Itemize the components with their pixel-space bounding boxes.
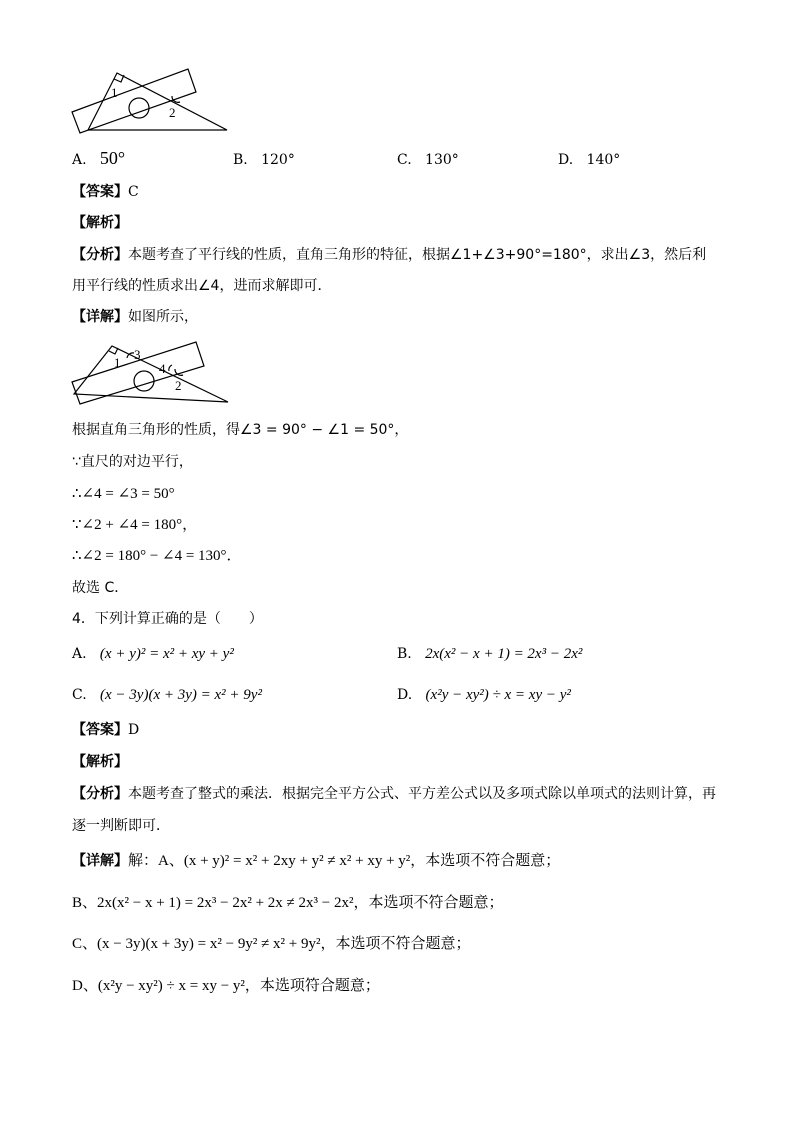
q4-analysis-tag: 【解析】	[72, 754, 128, 770]
q4-detail-d: D、(x²y − xy²) ÷ x = xy − y²，本选项符合题意；	[72, 978, 380, 994]
angle-label-4: 4	[159, 361, 166, 376]
q3-step-1: 根据直角三角形的性质，得∠3 = 90° − ∠1 = 50°，	[72, 422, 409, 438]
q4-option-b[interactable]: B. 2x(x² − x + 1) = 2x³ − 2x²	[397, 646, 583, 662]
ruler-hole	[129, 98, 149, 118]
geometry-figure-2	[68, 336, 238, 408]
q4-option-a[interactable]: A. (x + y)² = x² + xy + y²	[72, 646, 234, 662]
angle-label-3: 3	[134, 347, 141, 362]
ruler-shape	[72, 69, 196, 133]
q4-answer: 【答案】D	[72, 722, 140, 738]
q3-analysis-tag: 【解析】	[72, 215, 128, 231]
q3-fenxi-line1: 【分析】本题考查了平行线的性质，直角三角形的特征，根据∠1+∠3+90°=180°，求出∠3，然后利	[72, 247, 707, 263]
angle-label-1: 1	[111, 85, 118, 100]
geometry-figure-1	[68, 64, 238, 136]
q4-option-d[interactable]: D. (x²y − xy²) ÷ x = xy − y²	[397, 687, 571, 703]
q3-answer: 【答案】C	[72, 184, 139, 200]
q3-step-3: ∴∠4 = ∠3 = 50°	[72, 486, 175, 502]
q4-detail-a: 【详解】解：A、(x + y)² = x² + 2xy + y² ≠ x² + xy + y²，本选项不符合题意；	[72, 853, 561, 869]
q3-step-4: ∵∠2 + ∠4 = 180°，	[72, 517, 198, 533]
q4-fenxi-line1: 【分析】本题考查了整式的乘法．根据完全平方公式、平方差公式以及多项式除以单项式的法则计算，再	[72, 786, 716, 802]
angle-label-1: 1	[114, 355, 121, 370]
q3-step-5: ∴∠2 = 180° − ∠4 = 130°．	[72, 548, 242, 564]
q3-option-c[interactable]: C. 130°	[397, 152, 459, 168]
q3-option-d[interactable]: D. 140°	[558, 152, 621, 168]
q4-option-c[interactable]: C. (x − 3y)(x + 3y) = x² + 9y²	[72, 687, 262, 703]
q4-fenxi-line2: 逐一判断即可．	[72, 818, 170, 834]
q3-step-6: 故选 C．	[72, 580, 129, 596]
q3-option-a[interactable]: A. 50°	[72, 148, 126, 168]
q4-stem: 4．下列计算正确的是（ ）	[72, 611, 263, 627]
ruler-hole	[134, 371, 154, 391]
q3-fenxi-line2: 用平行线的性质求出∠4，进而求解即可．	[72, 278, 332, 294]
q3-option-b[interactable]: B. 120°	[233, 152, 295, 168]
angle-label-2: 2	[175, 378, 182, 393]
q3-step-2: ∵直尺的对边平行，	[72, 454, 193, 470]
q4-detail-b: B、2x(x² − x + 1) = 2x³ − 2x² + 2x ≠ 2x³ − 2x²，本选项不符合题意；	[72, 895, 504, 911]
q4-detail-c: C、(x − 3y)(x + 3y) = x² − 9y² ≠ x² + 9y²，本选项不符合题意；	[72, 936, 471, 952]
triangle-shape	[88, 73, 227, 130]
angle-label-2: 2	[169, 105, 176, 120]
q3-detail: 【详解】如图所示，	[72, 309, 198, 325]
